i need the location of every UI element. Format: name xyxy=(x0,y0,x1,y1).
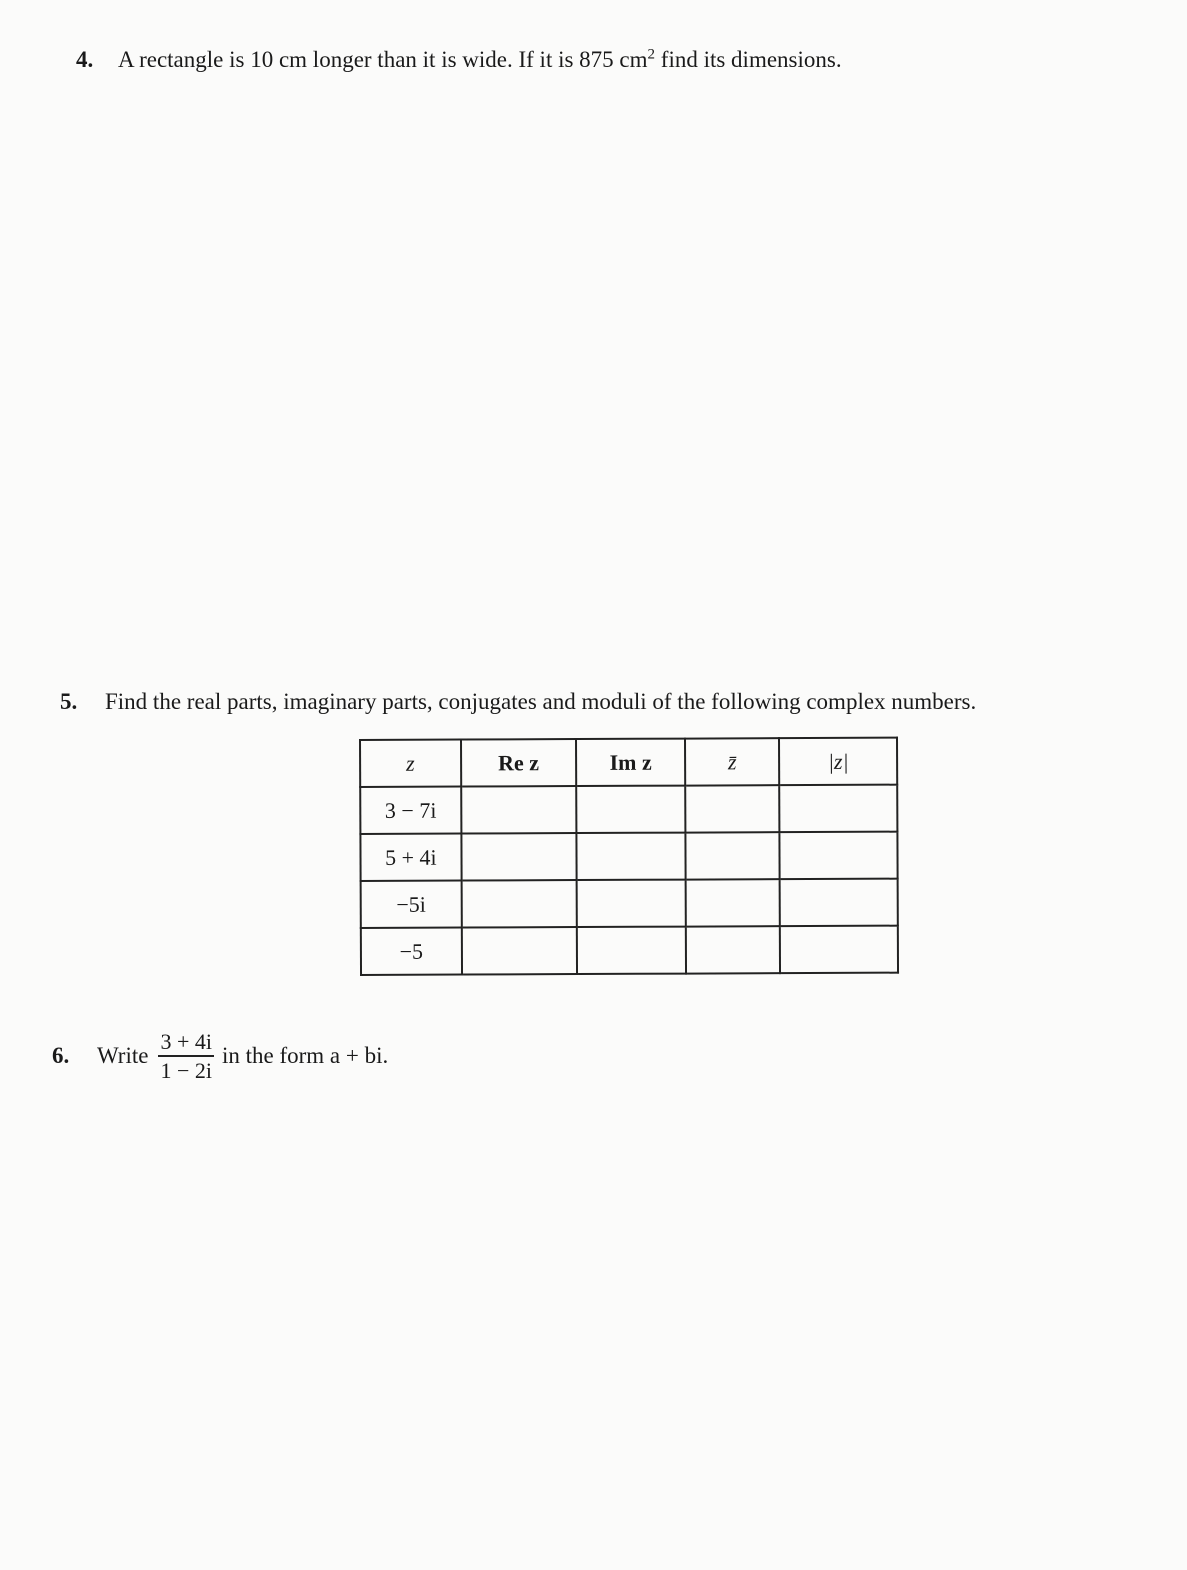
table-header-row xyxy=(360,738,897,787)
question-text: Find the real parts, imaginary parts, conjugates and moduli of the following complex numbers. xyxy=(105,689,977,714)
cell-mod[interactable] xyxy=(780,926,898,974)
fraction-denominator: 1 − 2i xyxy=(160,1058,212,1084)
cell-conj[interactable] xyxy=(685,785,780,832)
cell-re[interactable] xyxy=(461,927,577,975)
cell-re[interactable] xyxy=(461,786,577,834)
header-modulus: |z| xyxy=(779,738,897,786)
cell-im[interactable] xyxy=(577,927,686,974)
cell-re[interactable] xyxy=(461,833,577,881)
header-z: z xyxy=(360,740,461,787)
cell-z: 5 + 4i xyxy=(360,834,461,881)
table-row xyxy=(360,832,897,881)
question-text-end: find its dimensions. xyxy=(655,47,842,72)
cell-im[interactable] xyxy=(576,786,685,833)
header-im-z: Im z xyxy=(576,739,685,786)
table-row xyxy=(360,785,897,834)
cell-re[interactable] xyxy=(461,880,577,928)
header-conjugate: z̄ xyxy=(685,738,780,785)
question-text-end: in the form a + bi. xyxy=(221,1043,389,1069)
fraction-numerator: 3 + 4i xyxy=(158,1030,214,1057)
cell-im[interactable] xyxy=(577,833,686,880)
header-re-z: Re z xyxy=(461,739,577,787)
cell-z: −5 xyxy=(361,928,462,975)
cell-conj[interactable] xyxy=(685,879,780,926)
cell-mod[interactable] xyxy=(780,785,898,833)
cell-conj[interactable] xyxy=(685,832,780,879)
superscript: 2 xyxy=(647,46,656,63)
cell-mod[interactable] xyxy=(780,879,898,927)
question-number: 6. xyxy=(52,1043,70,1069)
table-row xyxy=(361,926,898,975)
question-6 xyxy=(52,1030,388,1082)
question-text: A rectangle is 10 cm longer than it is wide. If it is 875 cm xyxy=(118,47,648,72)
question-5 xyxy=(60,688,976,716)
question-text: Write xyxy=(97,1043,149,1069)
cell-im[interactable] xyxy=(577,880,686,927)
cell-mod[interactable] xyxy=(780,832,898,880)
cell-conj[interactable] xyxy=(686,926,781,973)
cell-z: 3 − 7i xyxy=(360,787,461,834)
question-number: 5. xyxy=(60,689,78,714)
cell-z: −5i xyxy=(361,881,462,928)
question-number: 4. xyxy=(76,47,94,72)
table-row xyxy=(361,879,898,928)
question-4 xyxy=(76,46,842,74)
complex-numbers-table xyxy=(359,737,899,976)
fraction xyxy=(158,1030,214,1082)
